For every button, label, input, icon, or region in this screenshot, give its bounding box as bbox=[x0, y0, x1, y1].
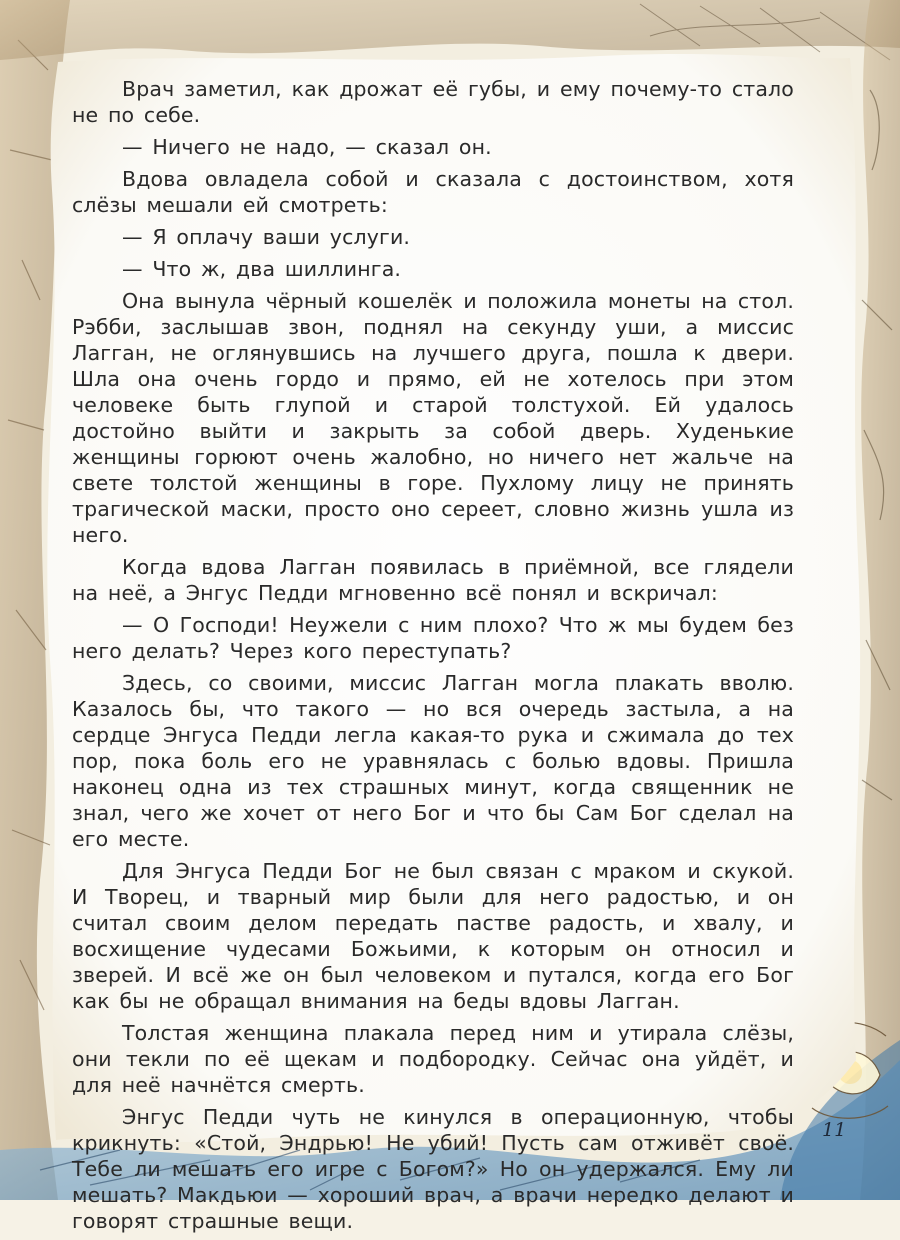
paragraph: Она вынула чёрный кошелёк и положила монеты на стол. Рэбби, заслышав звон, поднял на секунду уши, а миссис Лагган, не оглянувшись на лучшего друга, пошла к двери. Шла она очень гордо и прямо, ей не хотелось при этом человеке быть глупой и старой толстухой. Ей удалось достойно выйти и закрыть за собой дверь. Худенькие женщины горюют очень жалобно, но ничего нет жальче на свете толстой женщины в горе. Пухлому лицу не принять трагической маски, просто оно сереет, словно жизнь ушла из него. bbox=[72, 289, 794, 547]
main-text bbox=[72, 76, 794, 1240]
paragraph: — Что ж, два шиллинга. bbox=[122, 257, 402, 281]
paragraph: Энгус Педди чуть не кинулся в операционную, чтобы крикнуть: «Стой, Эндрью! Не убий! Пусть сам отживёт своё. Тебе ли мешать его игре с Богом?» Но он удержался. Ему ли мешать? Макдьюи — хороший врач, а врачи нередко делают и говорят страшные вещи. bbox=[72, 1105, 794, 1233]
paragraph: Здесь, со своими, миссис Лагган могла плакать вволю. Казалось бы, что такого — но вся очередь застыла, а на сердце Энгуса Педди легла какая-то рука и сжимала до тех пор, пока боль его не уравнялась с болью вдовы. Пришла наконец одна из тех страшных минут, когда священник не знал, чего же хочет от него Бог и что бы Сам Бог сделал на его месте. bbox=[72, 671, 794, 851]
paragraph: Когда вдова Лагган появилась в приёмной, все глядели на неё, а Энгус Педди мгновенно всё понял и вскричал: bbox=[72, 555, 794, 605]
paragraph: — О Господи! Неужели с ним плохо? Что ж мы будем без него делать? Через кого переступать? bbox=[72, 613, 794, 663]
paragraph: Для Энгуса Педди Бог не был связан с мраком и скукой. И Творец, и тварный мир были для него радостью, и он считал своим делом передать пастве радость, и хвалу, и восхищение чудесами Божьими, к которым он относил и зверей. И всё же он был человеком и путался, когда его Бог как бы не обращал внимания на беды вдовы Лагган. bbox=[72, 859, 794, 1013]
paragraph: — Ничего не надо, — сказал он. bbox=[122, 135, 492, 159]
paragraph: Врач заметил, как дрожат её губы, и ему почему-то стало не по себе. bbox=[72, 77, 794, 127]
paragraph: — Я оплачу ваши услуги. bbox=[122, 225, 411, 249]
paragraph: Вдова овладела собой и сказала с достоинством, хотя слёзы мешали ей смотреть: bbox=[72, 167, 794, 217]
paragraph: Толстая женщина плакала перед ним и утирала слёзы, они текли по её щекам и подбородку. Сейчас она уйдёт, и для неё начнётся смерть. bbox=[72, 1021, 794, 1097]
page-number: 11 bbox=[822, 1119, 847, 1141]
